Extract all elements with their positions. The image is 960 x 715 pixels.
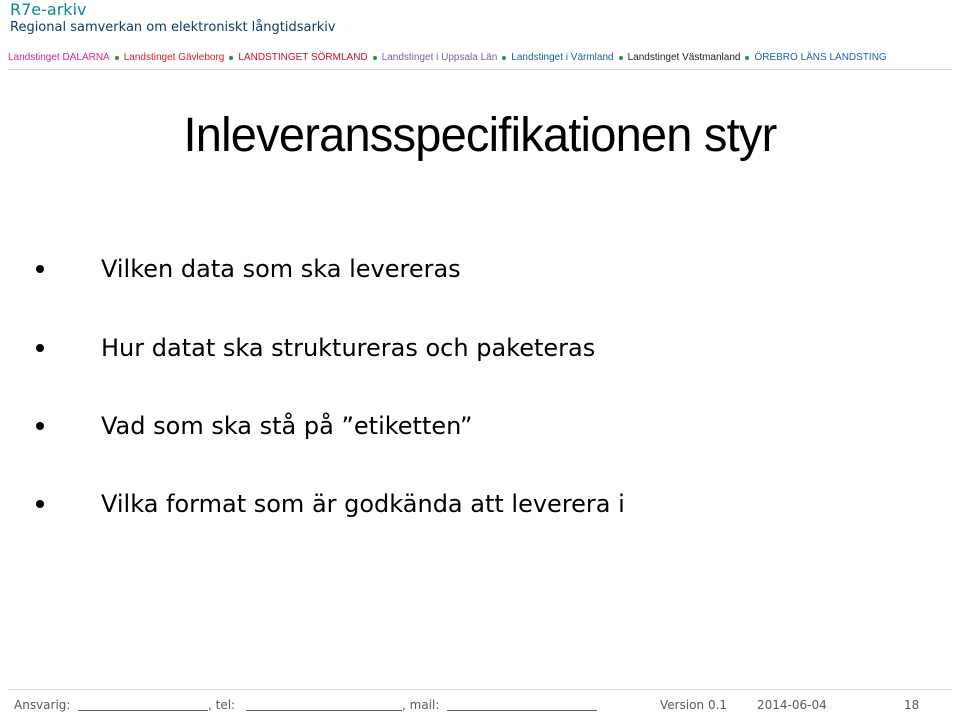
separator-dot-icon [373, 56, 377, 60]
bullet-text: Vad som ska stå på ”etiketten” [101, 412, 473, 440]
bullet-item [0, 486, 960, 526]
bullet-icon [36, 265, 44, 273]
responsible-label: Ansvarig: [14, 698, 71, 712]
bullet-item [0, 408, 960, 448]
tel-label: , tel: [208, 698, 236, 712]
county-name: Landstinget i Uppsala Län [381, 52, 498, 63]
slide-title: Inleveransspecifikationen styr [183, 109, 777, 162]
responsible-blank [78, 710, 208, 711]
date-text: 2014-06-04 [757, 698, 827, 712]
bullet-icon [36, 344, 44, 352]
county-item [628, 51, 741, 65]
header-divider [8, 69, 952, 70]
county-item [382, 51, 498, 65]
bullet-item [0, 330, 960, 370]
separator-dot-icon [619, 56, 623, 60]
bullet-icon [36, 422, 44, 430]
bullet-text: Vilka format som är godkända att leverera i [101, 490, 625, 518]
brand-name: R7e-arkiv [10, 0, 87, 19]
county-name: Landstinget Västmanland [627, 52, 741, 63]
county-item [754, 51, 886, 65]
county-name: Landstinget i Värmland [511, 52, 614, 63]
county-name: Landstinget Gävleborg [123, 52, 225, 63]
county-item [511, 51, 613, 65]
county-item [8, 51, 110, 65]
separator-dot-icon [745, 56, 749, 60]
mail-blank [447, 710, 597, 711]
tel-blank [246, 710, 402, 711]
footer-divider [8, 689, 952, 690]
footer [14, 697, 924, 715]
county-item [238, 51, 367, 65]
mail-label: , mail: [402, 698, 440, 712]
version-text: Version 0.1 [660, 698, 728, 712]
page-number: 18 [904, 698, 920, 712]
separator-dot-icon [229, 56, 233, 60]
brand-subtitle: Regional samverkan om elektroniskt långtidsarkiv [10, 20, 336, 35]
bullet-text: Vilken data som ska levereras [101, 255, 461, 283]
county-name: LANDSTINGET SÖRMLAND [238, 52, 368, 63]
county-name: ÖREBRO LÄNS LANDSTING [754, 52, 887, 63]
county-name: Landstinget DALARNA [8, 52, 110, 63]
bullet-item [0, 251, 960, 291]
bullet-icon [36, 500, 44, 508]
bullet-text: Hur datat ska struktureras och paketeras [101, 334, 596, 362]
county-list [8, 51, 956, 65]
separator-dot-icon [502, 56, 506, 60]
county-item [124, 51, 225, 65]
separator-dot-icon [115, 56, 119, 60]
